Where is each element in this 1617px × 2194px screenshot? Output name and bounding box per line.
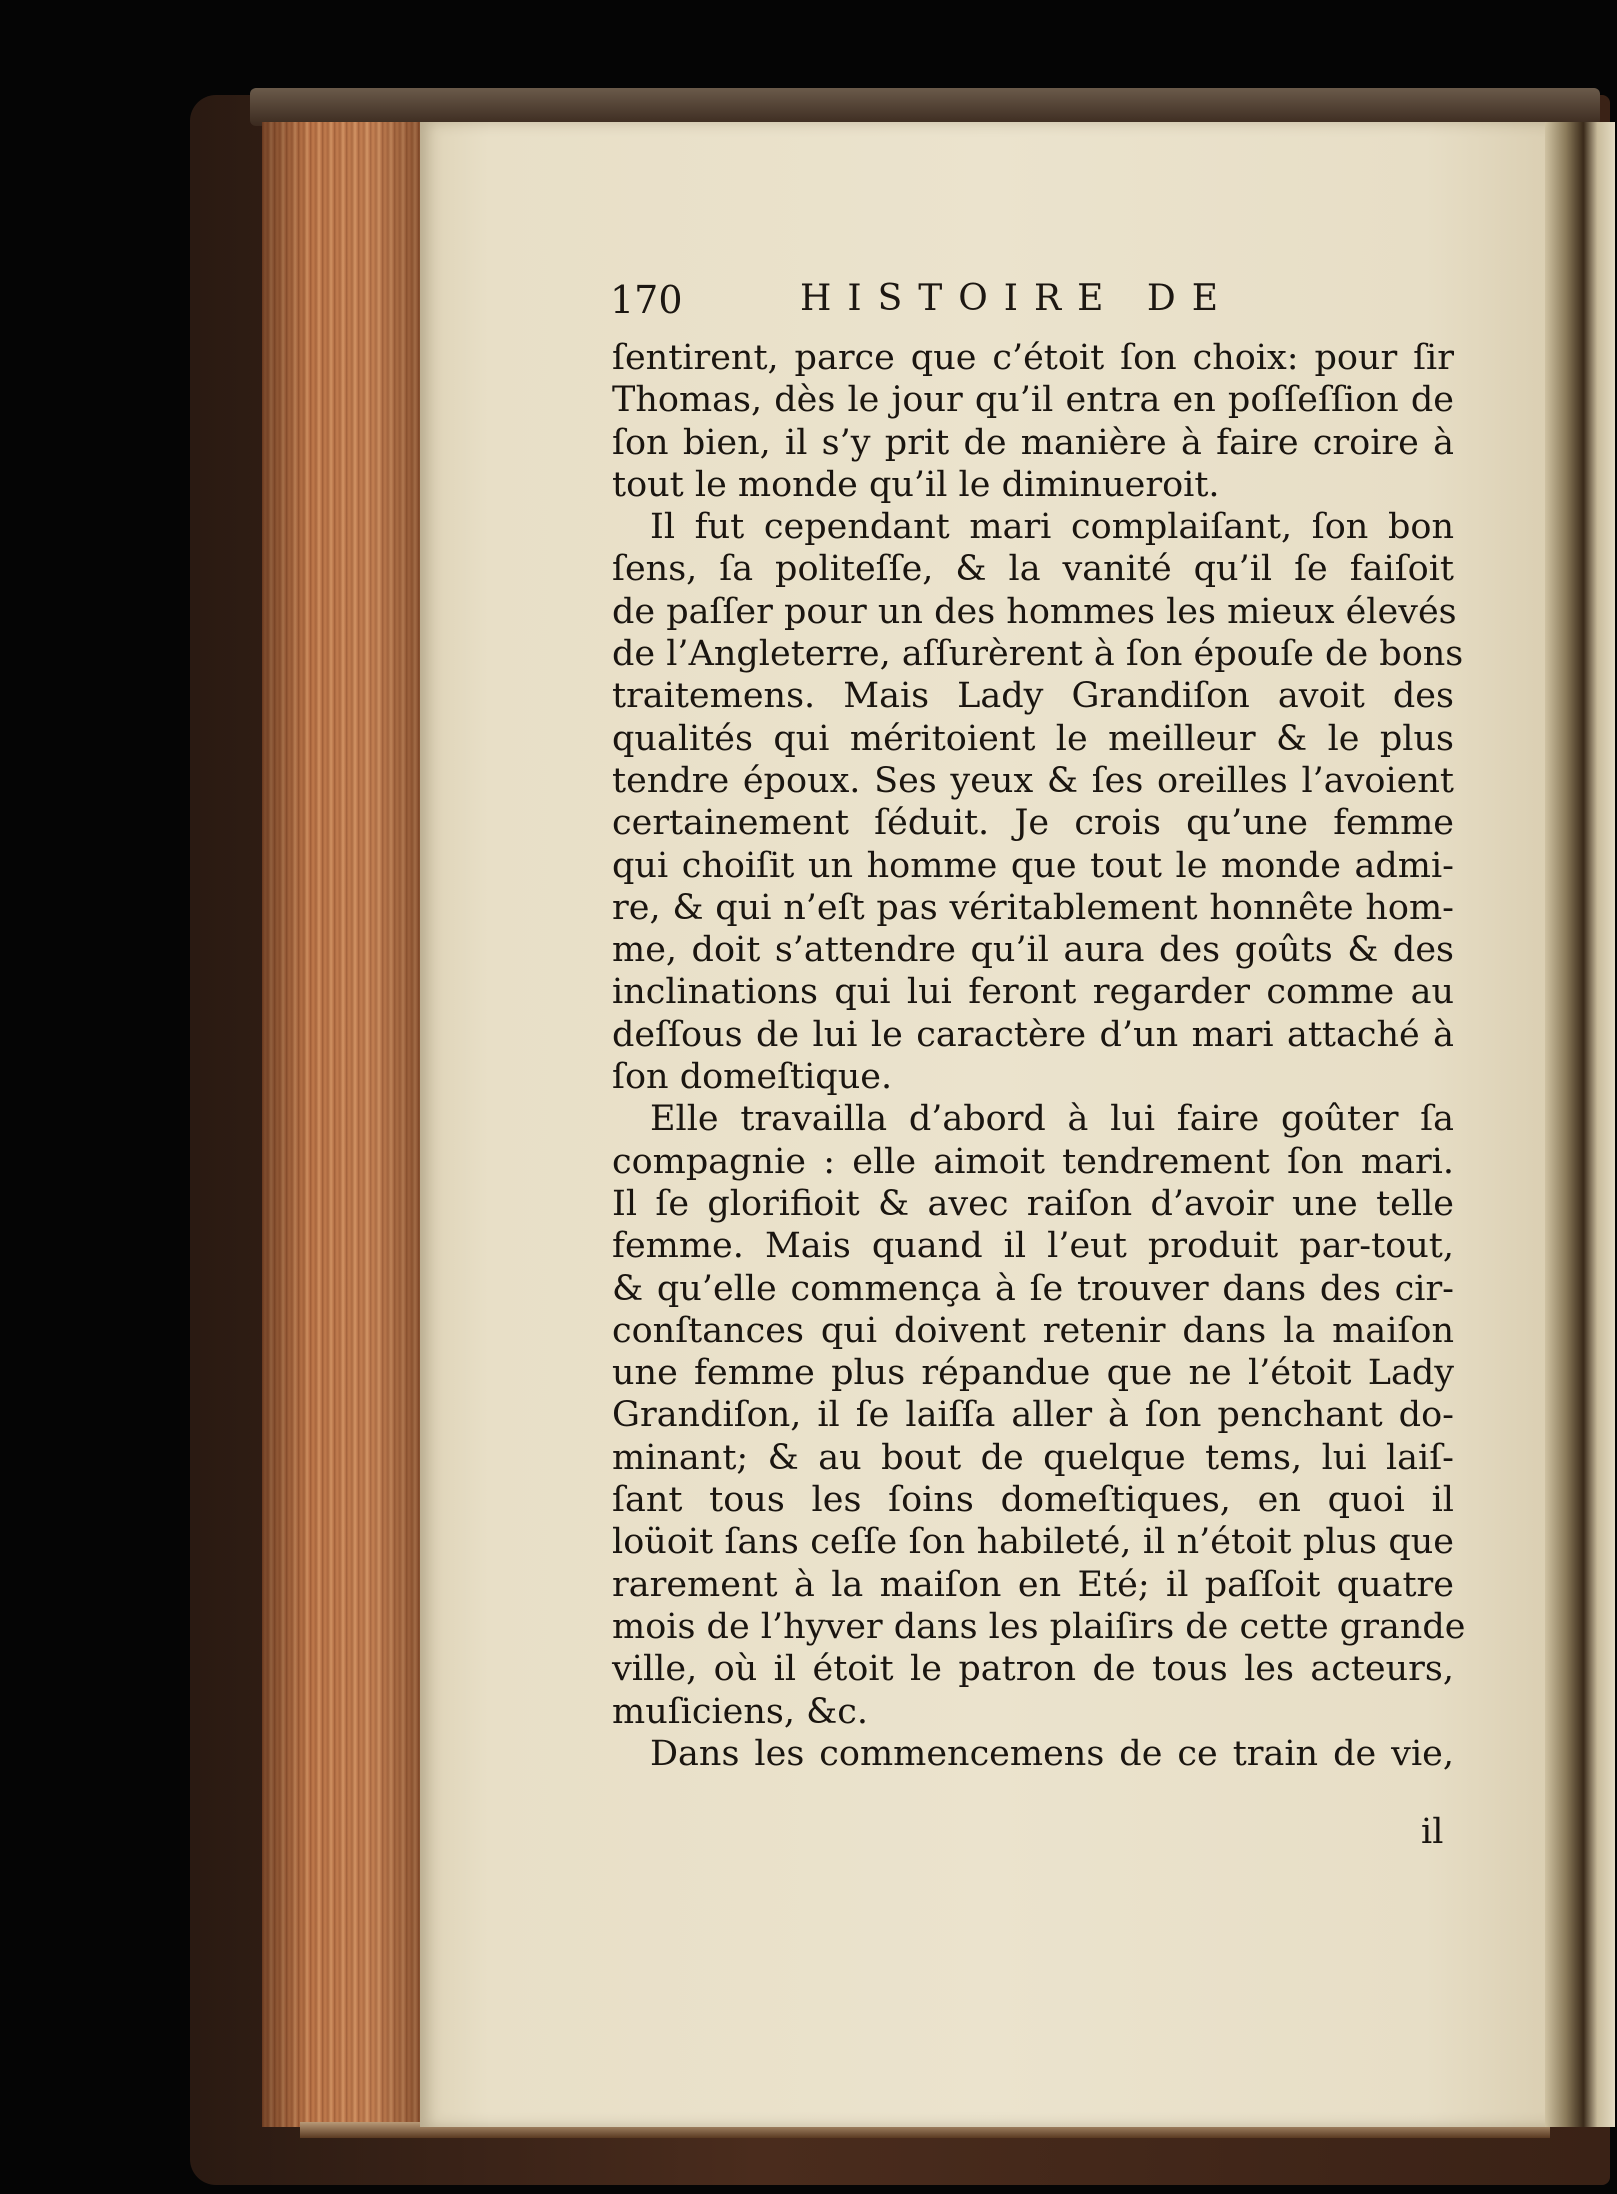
page-number: 170 [610, 278, 683, 322]
book-headcap [250, 88, 1600, 126]
text-line: me, doit s’attendre qu’il aura des goûts & des [612, 930, 1454, 971]
text-line: minant; & au bout de quelque tems, lui laiſ- [612, 1437, 1454, 1478]
text-line: Il ſe glorifioit & avec raiſon d’avoir une telle [612, 1183, 1454, 1224]
text-line: de l’Angleterre, aſſurèrent à ſon épouſe de bons [612, 634, 1464, 675]
text-line: loüoit ſans ceſſe ſon habileté, il n’étoit plus que [612, 1522, 1454, 1563]
text-line: muſiciens, &c. [612, 1691, 869, 1732]
running-head: HISTOIRE DE [800, 278, 1234, 319]
text-line: compagnie : elle aimoit tendrement ſon mari. [612, 1141, 1454, 1182]
text-line: certainement ſéduit. Je crois qu’une femme [612, 803, 1454, 844]
text-line: Grandiſon, il ſe laiſſa aller à ſon penchant do- [612, 1395, 1454, 1436]
text-line: Elle travailla d’abord à lui faire goûter ſa [650, 1099, 1454, 1140]
text-line: qualités qui méritoient le meilleur & le plus [612, 718, 1454, 759]
text-line: une femme plus répandue que ne l’étoit Lady [612, 1353, 1454, 1394]
text-line: Thomas, dès le jour qu’il entra en poſſeſſion de [612, 380, 1454, 421]
text-line: re, & qui n’eſt pas véritablement honnête hom- [612, 887, 1454, 928]
text-line: deſſous de lui le caractère d’un mari attaché à [612, 1014, 1454, 1055]
text-line: ſon bien, il s’y prit de manière à faire croire à [612, 422, 1454, 463]
book-gutter [1545, 122, 1615, 2127]
text-line: de paſſer pour un des hommes les mieux élevés [612, 591, 1457, 632]
text-line: traitemens. Mais Lady Grandiſon avoit des [612, 676, 1454, 717]
body-text [612, 337, 1466, 1775]
text-line: Il fut cependant mari complaiſant, ſon bon [650, 507, 1454, 548]
text-line: ſant tous les ſoins domeſtiques, en quoi il [612, 1480, 1454, 1521]
text-line: mois de l’hyver dans les plaiſirs de cette grande [612, 1606, 1466, 1647]
text-line: qui choiſit un homme que tout le monde admi- [612, 845, 1454, 886]
text-line: Dans les commencemens de ce train de vie, [650, 1733, 1454, 1774]
text-line: femme. Mais quand il l’eut produit par-tout, [612, 1226, 1454, 1267]
text-line: tendre époux. Ses yeux & ſes oreilles l’avoient [612, 760, 1454, 801]
text-line: & qu’elle commença à ſe trouver dans des cir- [612, 1268, 1454, 1309]
text-line: ſon domeſtique. [612, 1057, 893, 1098]
text-line: tout le monde qu’il le diminueroit. [612, 464, 1220, 505]
text-line: ville, où il étoit le patron de tous les acteurs, [612, 1649, 1454, 1690]
text-line: rarement à la maiſon en Eté; il paſſoit quatre [612, 1564, 1454, 1605]
text-line: inclinations qui lui feront regarder comme au [612, 972, 1454, 1013]
text-line: conſtances qui doivent retenir dans la maiſon [612, 1310, 1454, 1351]
page-header [610, 278, 1430, 328]
catchword: il [1421, 1812, 1444, 1852]
text-line: ſentirent, parce que c’étoit ſon choix: pour ſir [612, 338, 1454, 378]
text-line: ſens, ſa politeſſe, & la vanité qu’il ſe faiſoit [612, 549, 1454, 590]
